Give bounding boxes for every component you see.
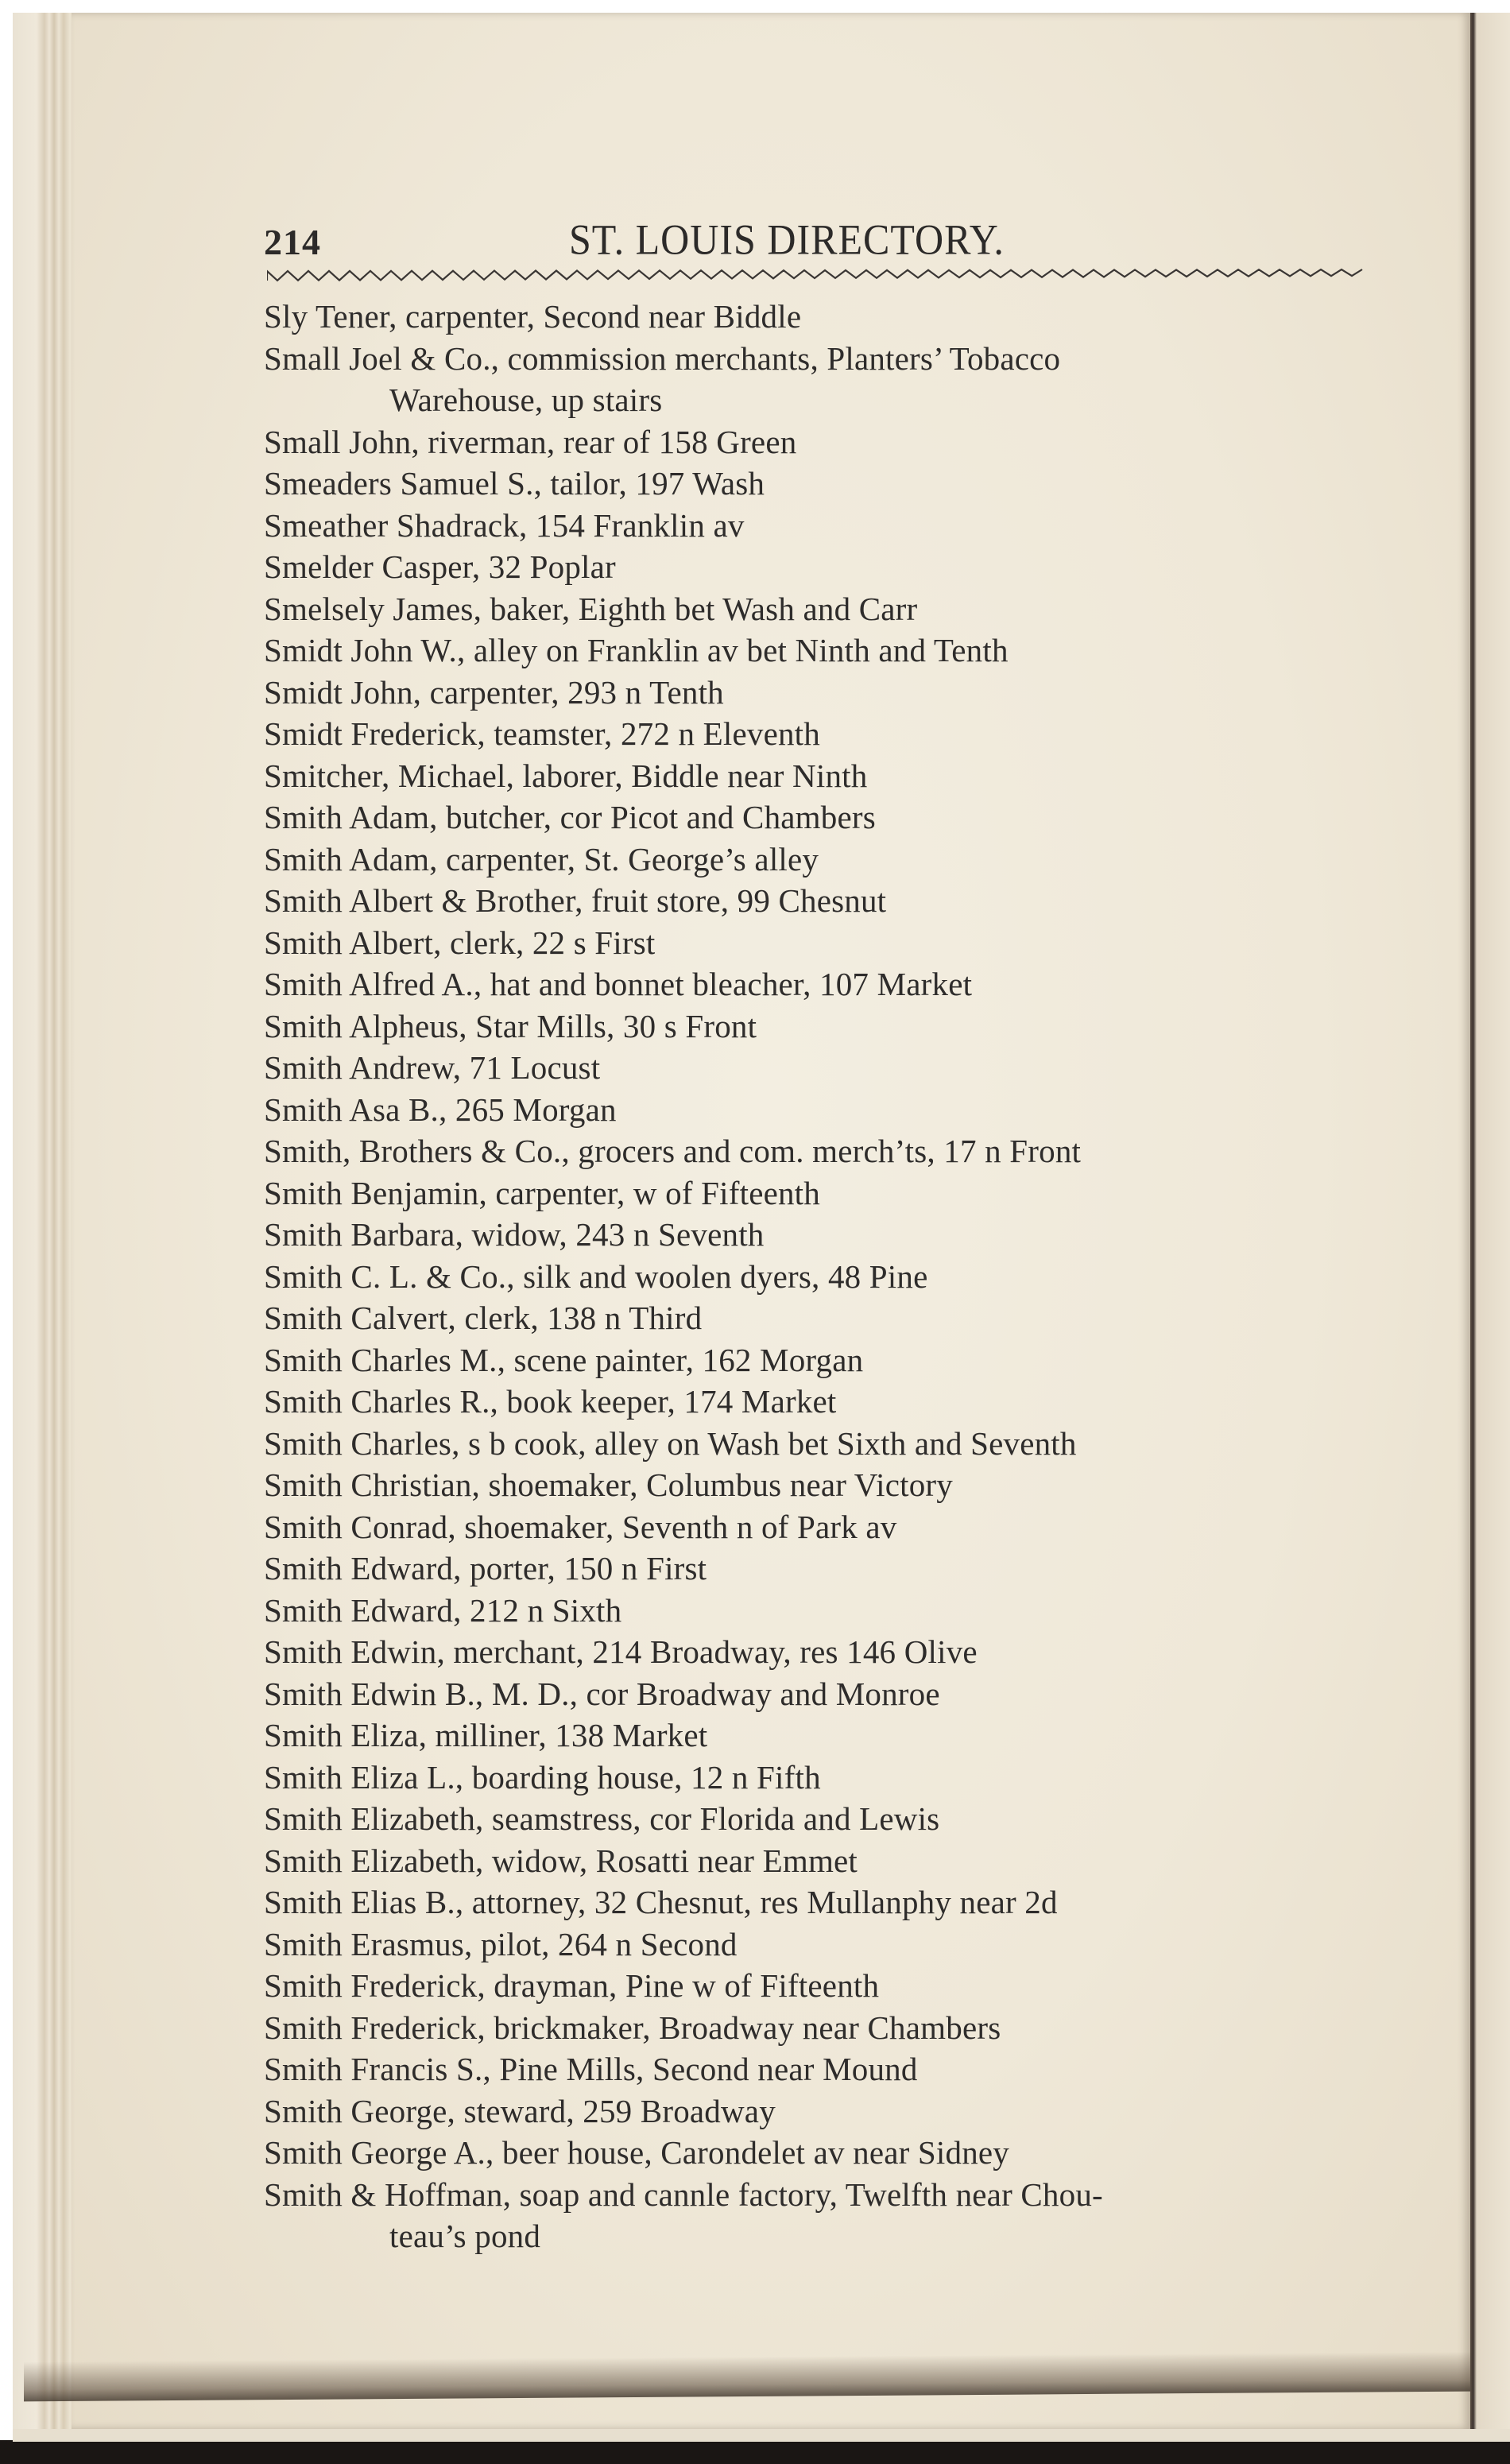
entry-text: Smith Benjamin, carpenter, w of Fifteenth: [264, 1174, 820, 1211]
directory-entry: [264, 1548, 1392, 1590]
entry-text: Smith George A., beer house, Carondelet av near Sidney: [264, 2134, 1010, 2171]
directory-entry: [264, 1339, 1392, 1381]
entry-text: Small John, riverman, rear of 158 Green: [264, 423, 797, 460]
entry-text: Smith Barbara, widow, 243 n Seventh: [264, 1216, 765, 1253]
directory-entry: [264, 2132, 1392, 2174]
page-number: 214: [264, 222, 321, 262]
directory-entry: [264, 2174, 1392, 2257]
entry-text: Small Joel & Co., commission merchants, Planters’ Tobacco: [264, 339, 1061, 377]
directory-entry: [264, 2048, 1392, 2090]
entry-text: Smith George, steward, 259 Broadway: [264, 2092, 776, 2129]
entry-text: Smith Frederick, drayman, Pine w of Fifteenth: [264, 1967, 880, 2004]
entry-text: Smidt Frederick, teamster, 272 n Eleventh: [264, 715, 820, 752]
directory-entry: [264, 338, 1392, 421]
directory-entry: [264, 672, 1392, 714]
directory-entry: [264, 1965, 1392, 2007]
entry-text: Smith Eliza, milliner, 138 Market: [264, 1717, 708, 1753]
directory-entry: [264, 1881, 1392, 1924]
directory-entries: [264, 296, 1392, 2257]
directory-entry: [264, 630, 1392, 672]
entry-text: Smith Adam, butcher, cor Picot and Chambers: [264, 799, 876, 835]
directory-entry: [264, 505, 1392, 547]
entry-text: Smith Alpheus, Star Mills, 30 s Front: [264, 1007, 757, 1044]
wavy-rule-line: [267, 269, 1362, 281]
wavy-rule-divider: [267, 266, 1372, 285]
directory-entry: [264, 922, 1392, 964]
directory-entry: [264, 1089, 1392, 1131]
entry-text: Smith Charles, s b cook, alley on Wash bet Sixth and Seventh: [264, 1424, 1077, 1462]
running-title: ST. LOUIS DIRECTORY.: [569, 215, 1005, 264]
directory-entry: [264, 1590, 1392, 1632]
entry-text: Smith Asa B., 265 Morgan: [264, 1091, 617, 1128]
entry-text: Smith & Hoffman, soap and cannle factory, Twelfth near Chou-: [264, 2175, 1103, 2213]
directory-entry: [264, 2090, 1392, 2133]
directory-entry: [264, 1297, 1392, 1339]
entry-text: Smitcher, Michael, laborer, Biddle near Ninth: [264, 757, 868, 794]
entry-text: Smith, Brothers & Co., grocers and com. merch’ts, 17 n Front: [264, 1133, 1082, 1169]
entry-text: Smith Edward, 212 n Sixth: [264, 1591, 622, 1629]
entry-text: Smidt John W., alley on Franklin av bet Ninth and Tenth: [264, 632, 1009, 668]
entry-text: Smith Christian, shoemaker, Columbus near Victory: [264, 1466, 953, 1503]
directory-entry: [264, 1130, 1392, 1172]
entry-text: Smith Calvert, clerk, 138 n Third: [264, 1300, 703, 1336]
entry-text: Smith Frederick, brickmaker, Broadway near Chambers: [264, 2009, 1001, 2046]
facing-page-edge: [1470, 13, 1510, 2429]
entry-text: Smith C. L. & Co., silk and woolen dyers, 48 Pine: [264, 1257, 928, 1295]
entry-text: Smelsely James, baker, Eighth bet Wash and Carr: [264, 590, 918, 627]
directory-entry: [264, 421, 1392, 463]
directory-entry: [264, 755, 1392, 797]
entry-text: Sly Tener, carpenter, Second near Biddle: [264, 298, 802, 335]
entry-continuation: teau’s pond: [389, 2218, 541, 2254]
directory-entry: [264, 1172, 1392, 1215]
entry-text: Smith Edwin, merchant, 214 Broadway, res 146 Olive: [264, 1633, 978, 1670]
directory-entry: [264, 1423, 1392, 1465]
directory-entry: [264, 1757, 1392, 1799]
entry-text: Smith Elizabeth, seamstress, cor Florida and Lewis: [264, 1800, 940, 1837]
entry-text: Smith Albert, clerk, 22 s First: [264, 924, 656, 961]
directory-entry: [264, 1506, 1392, 1548]
entry-text: Smith Eliza L., boarding house, 12 n Fifth: [264, 1758, 821, 1796]
directory-entry: [264, 1840, 1392, 1882]
directory-entry: [264, 796, 1392, 839]
entry-text: Smith Elias B., attorney, 32 Chesnut, res Mullanphy near 2d: [264, 1884, 1058, 1920]
directory-entry: [264, 2007, 1392, 2049]
directory-entry: [264, 1924, 1392, 1966]
entry-text: Smelder Casper, 32 Poplar: [264, 548, 616, 585]
directory-entry: [264, 839, 1392, 881]
entry-text: Smith Alfred A., hat and bonnet bleacher, 107 Market: [264, 966, 973, 1002]
entry-text: Smeather Shadrack, 154 Franklin av: [264, 506, 745, 544]
entry-text: Smith Adam, carpenter, St. George’s alley: [264, 840, 819, 878]
directory-entry: [264, 1047, 1392, 1089]
entry-text: Smith Francis S., Pine Mills, Second near Mound: [264, 2051, 918, 2087]
entry-text: Smith Edwin B., M. D., cor Broadway and Monroe: [264, 1675, 940, 1712]
entry-text: Smidt John, carpenter, 293 n Tenth: [264, 673, 724, 711]
directory-entry: [264, 1714, 1392, 1757]
entry-text: Smith Andrew, 71 Locust: [264, 1049, 601, 1086]
directory-entry: [264, 963, 1392, 1005]
scanner-background: [0, 2440, 1510, 2464]
entry-text: Smith Erasmus, pilot, 264 n Second: [264, 1925, 738, 1962]
directory-entry: [264, 1798, 1392, 1840]
directory-entry: [264, 1381, 1392, 1423]
directory-entry: [264, 1464, 1392, 1506]
directory-entry: [264, 463, 1392, 505]
directory-entry: [264, 1631, 1392, 1673]
directory-entry: [264, 713, 1392, 755]
entry-text: Smith Conrad, shoemaker, Seventh n of Park av: [264, 1508, 897, 1545]
directory-entry: [264, 546, 1392, 588]
directory-entry: [264, 1214, 1392, 1256]
directory-entry: [264, 1256, 1392, 1298]
entry-text: Smith Elizabeth, widow, Rosatti near Emmet: [264, 1842, 858, 1879]
entry-text: Smith Edward, porter, 150 n First: [264, 1550, 707, 1586]
directory-entry: [264, 1673, 1392, 1715]
entry-text: Smith Charles M., scene painter, 162 Morgan: [264, 1341, 864, 1378]
entry-text: Smith Charles R., book keeper, 174 Market: [264, 1383, 837, 1420]
directory-entry: [264, 1005, 1392, 1048]
directory-entry: [264, 296, 1392, 338]
entry-continuation: Warehouse, up stairs: [389, 382, 663, 418]
entry-text: Smeaders Samuel S., tailor, 197 Wash: [264, 465, 765, 502]
entry-text: Smith Albert & Brother, fruit store, 99 Chesnut: [264, 882, 887, 919]
directory-entry: [264, 880, 1392, 922]
directory-entry: [264, 588, 1392, 630]
page-header: [264, 216, 1376, 272]
